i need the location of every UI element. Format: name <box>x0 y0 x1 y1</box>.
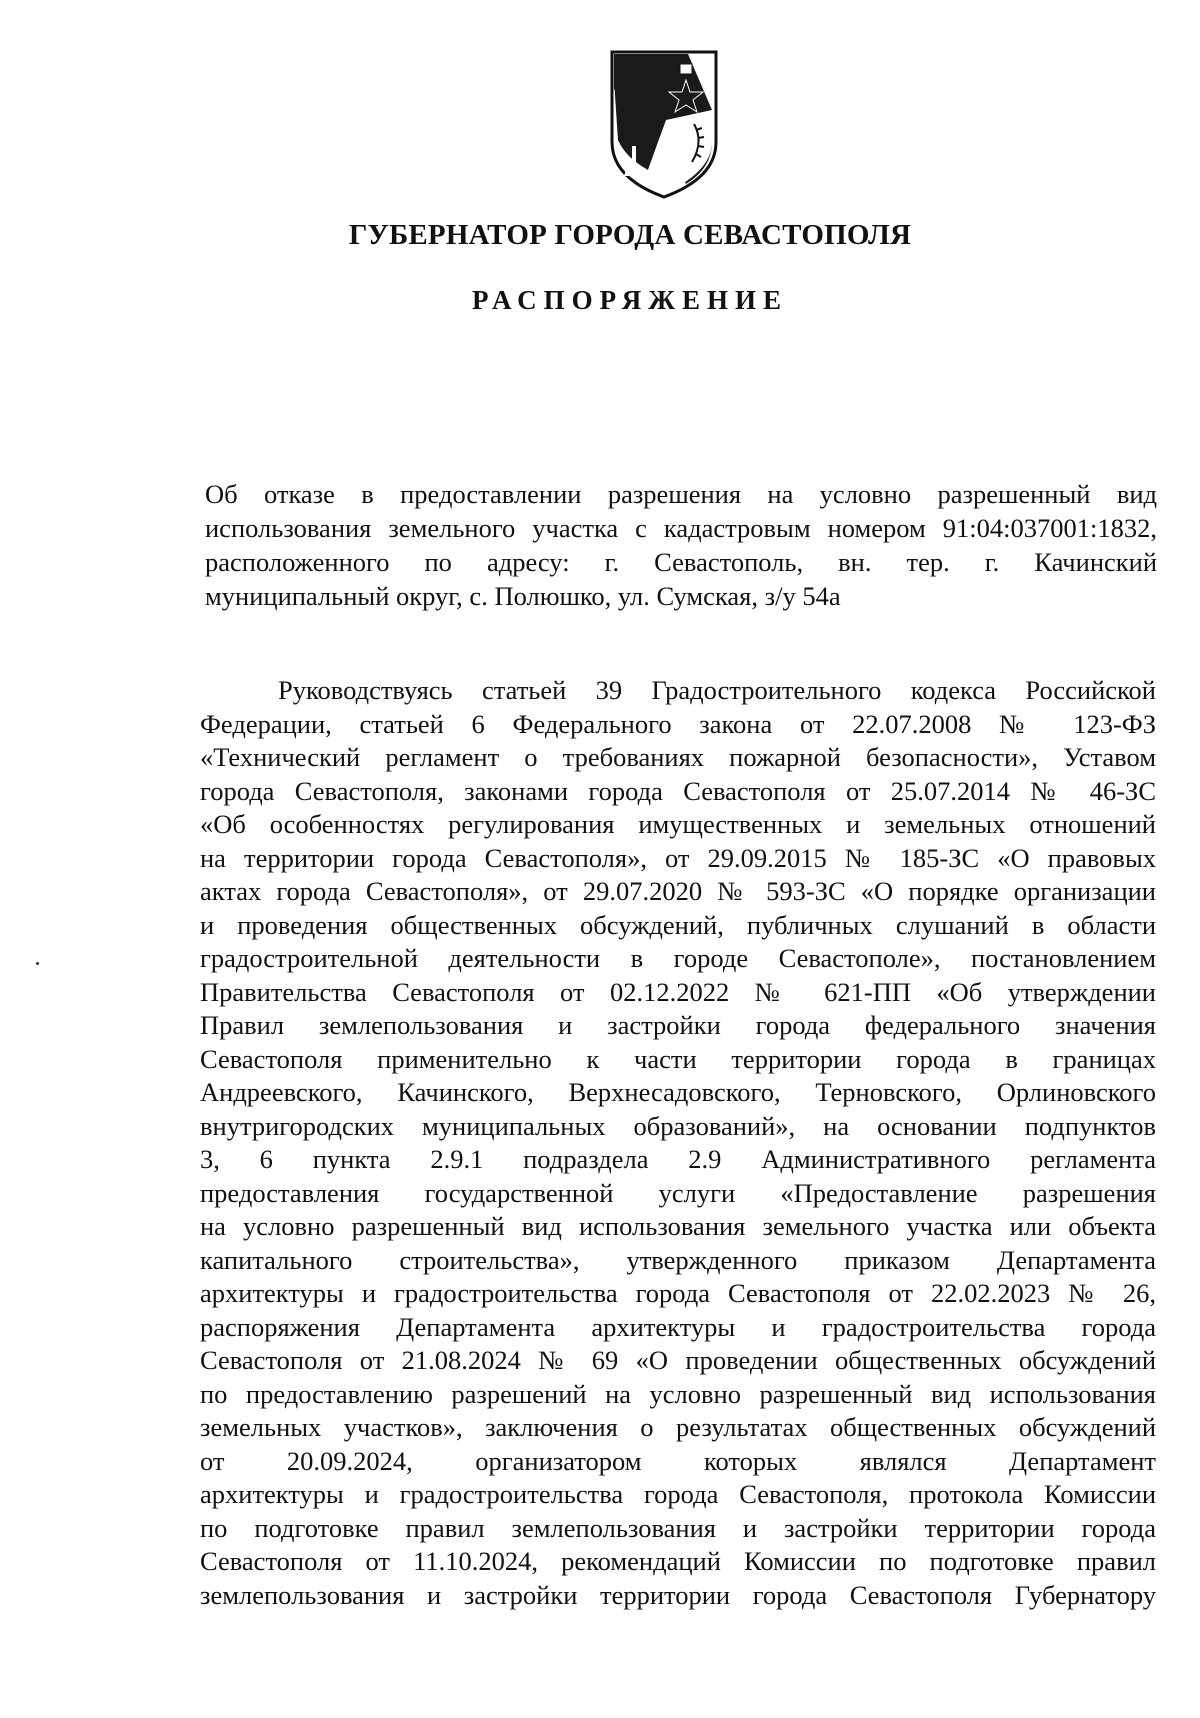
body-line: на условно разрешенный вид использования земельного участка или объекта <box>200 1211 1156 1241</box>
body-line: капитального строительства», утвержденного приказом Департамента <box>200 1244 1156 1275</box>
body-line: Федерации, статьей 6 Федерального закона от 22.07.2008 № 123-ФЗ <box>200 708 1156 739</box>
body-line: распоряжения Департамента архитектуры и градостроительства города <box>200 1311 1156 1342</box>
body-line: по подготовке правил землепользования и застройки территории города <box>200 1512 1156 1543</box>
body-line: внутригородских муниципальных образований», на основании подпунктов <box>200 1110 1156 1141</box>
body-line: земельных участков», заключения о результатах общественных обсуждений <box>200 1412 1156 1442</box>
document-body <box>200 674 1156 1612</box>
body-line: Севастополя применительно к части территории города в границах <box>200 1043 1156 1074</box>
body-line: от 20.09.2024, организатором которых являлся Департамент <box>200 1445 1156 1476</box>
body-line: Андреевского, Качинского, Верхнесадовского, Терновского, Орлиновского <box>200 1077 1156 1107</box>
body-line: Правительства Севастополя от 02.12.2022 № 621-ПП «Об утверждении <box>200 976 1156 1007</box>
body-line: 3, 6 пункта 2.9.1 подраздела 2.9 Административного регламента <box>200 1144 1156 1174</box>
subject-line: расположенного по адресу: г. Севастополь, вн. тер. г. Качинский <box>205 547 1157 577</box>
body-line: на территории города Севастополя», от 29.09.2015 № 185-ЗС «О правовых <box>200 842 1156 873</box>
body-line: «Технический регламент о требованиях пожарной безопасности», Уставом <box>200 742 1156 772</box>
organization-title: ГУБЕРНАТОР ГОРОДА СЕВАСТОПОЛЯ <box>348 219 912 251</box>
body-line: по предоставлению разрешений на условно разрешенный вид использования <box>200 1378 1156 1409</box>
body-line: Севастополя от 21.08.2024 № 69 «О проведении общественных обсуждений <box>200 1345 1156 1375</box>
subject-line: использования земельного участка с кадастровым номером 91:04:037001:1832, <box>205 513 1157 543</box>
body-line: актах города Севастополя», от 29.07.2020 № 593-ЗС «О порядке организации <box>200 876 1156 906</box>
subject-line: Об отказе в предоставлении разрешения на условно разрешенный вид <box>205 479 1157 509</box>
body-line: и проведения общественных обсуждений, публичных слушаний в области <box>200 909 1156 940</box>
body-line: Севастополя от 11.10.2024, рекомендаций Комиссии по подготовке правил <box>200 1546 1156 1576</box>
subject-line: муниципальный округ, с. Полюшко, ул. Сумская, з/у 54а <box>205 581 841 611</box>
body-line: предоставления государственной услуги «Предоставление разрешения <box>200 1177 1156 1208</box>
document-type-heading: РАСПОРЯЖЕНИЕ <box>471 285 789 315</box>
body-line: города Севастополя, законами города Севастополя от 25.07.2014 № 46-ЗС <box>200 775 1156 806</box>
body-line: Руководствуясь статьей 39 Градостроительного кодекса Российской <box>278 675 1156 705</box>
body-line: землепользования и застройки территории города Севастополя Губернатору <box>200 1579 1156 1610</box>
body-line: архитектуры и градостроительства города Севастополя, протокола Комиссии <box>200 1479 1156 1509</box>
body-line: «Об особенностях регулирования имущественных и земельных отношений <box>200 809 1156 839</box>
document-subject <box>205 477 1157 613</box>
scan-dot-mark <box>36 962 39 965</box>
body-line: архитектуры и градостроительства города Севастополя от 22.02.2023 № 26, <box>200 1278 1156 1308</box>
body-line: градостроительной деятельности в городе Севастополе», постановлением <box>200 943 1156 973</box>
body-line: Правил землепользования и застройки города федерального значения <box>200 1010 1156 1040</box>
sevastopol-coat-of-arms-icon <box>608 50 720 200</box>
